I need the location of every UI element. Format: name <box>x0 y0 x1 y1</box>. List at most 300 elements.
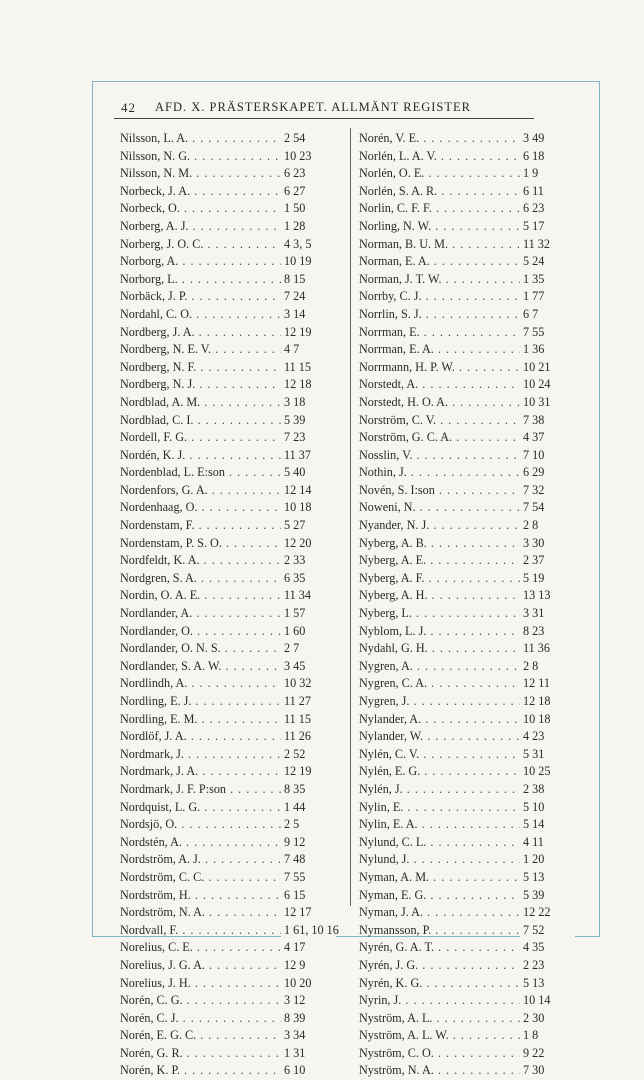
index-column-right <box>359 130 575 1080</box>
entry-reference: 7 55 <box>281 869 336 887</box>
index-entry <box>120 288 336 306</box>
index-entry <box>120 887 336 905</box>
entry-name: Nordström, N. A. . . . <box>120 904 284 922</box>
entry-name: Nordberg, N. E. V. . . . <box>120 341 284 359</box>
entry-reference: 5 39 <box>520 887 575 905</box>
entry-name: Nymansson, P. . . . <box>359 922 523 940</box>
entry-name: Nordenblad, L. E:son . . . <box>120 464 284 482</box>
entry-reference: 2 23 <box>520 957 575 975</box>
index-entry <box>120 517 336 535</box>
index-entry <box>120 200 336 218</box>
entry-name: Norén, C. G. . . . <box>120 992 284 1010</box>
entry-reference: 1 44 <box>281 799 336 817</box>
index-entry <box>120 165 336 183</box>
index-entry <box>359 200 575 218</box>
entry-name: Nilsson, N. M. . . . <box>120 165 284 183</box>
entry-name: Nordberg, J. A. . . . <box>120 324 284 342</box>
entry-name: Nygren, A. . . . <box>359 658 523 676</box>
entry-reference: 1 57 <box>281 605 336 623</box>
entry-name: Nordén, K. J. . . . <box>120 447 284 465</box>
entry-reference: 5 19 <box>520 570 575 588</box>
index-entry <box>359 1027 575 1045</box>
index-entry <box>359 975 575 993</box>
index-entry <box>120 834 336 852</box>
entry-reference: 5 27 <box>281 517 336 535</box>
entry-name: Nordström, H. . . . <box>120 887 284 905</box>
index-entry <box>359 447 575 465</box>
index-entry <box>359 148 575 166</box>
index-entry <box>120 799 336 817</box>
entry-name: Nyberg, A. F. . . . <box>359 570 523 588</box>
entry-reference: 12 14 <box>281 482 336 500</box>
index-entry <box>120 271 336 289</box>
entry-reference: 6 23 <box>281 165 336 183</box>
entry-name: Nyman, J. A. . . . <box>359 904 523 922</box>
entry-reference: 1 8 <box>520 1027 575 1045</box>
entry-name: Nordquist, L. G. . . . <box>120 799 284 817</box>
entry-reference: 5 31 <box>520 746 575 764</box>
entry-reference: 1 28 <box>281 218 336 236</box>
entry-reference: 5 14 <box>520 816 575 834</box>
entry-reference: 2 7 <box>281 640 336 658</box>
index-entry <box>120 464 336 482</box>
entry-reference: 8 23 <box>520 623 575 641</box>
running-title: AFD. X. PRÄSTERSKAPET. ALLMÄNT REGISTER <box>155 100 471 114</box>
entry-reference: 7 10 <box>520 447 575 465</box>
index-entry <box>120 1010 336 1028</box>
entry-reference: 1 31 <box>281 1045 336 1063</box>
entry-name: Nylin, E. A. . . . <box>359 816 523 834</box>
entry-name: Nordgren, S. A. . . . <box>120 570 284 588</box>
index-entry <box>359 517 575 535</box>
entry-reference: 12 22 <box>520 904 575 922</box>
entry-name: Nordfeldt, K. A. . . . <box>120 552 284 570</box>
entry-reference: 2 38 <box>520 781 575 799</box>
index-entry <box>359 640 575 658</box>
entry-reference: 10 25 <box>520 763 575 781</box>
column-divider <box>350 128 351 906</box>
index-entry <box>120 992 336 1010</box>
entry-name: Norrmann, H. P. W. . . . <box>359 359 523 377</box>
index-entry <box>359 746 575 764</box>
entry-name: Norborg, L. . . . <box>120 271 284 289</box>
index-entry <box>120 570 336 588</box>
index-entry <box>359 675 575 693</box>
entry-name: Norstedt, A. . . . <box>359 376 523 394</box>
index-entry <box>359 535 575 553</box>
entry-name: Nordlander, O. N. S. . . . <box>120 640 284 658</box>
entry-name: Norstedt, H. O. A. . . . <box>359 394 523 412</box>
entry-reference: 3 49 <box>520 130 575 148</box>
entry-name: Nordmark, J. F. P:son . . . <box>120 781 284 799</box>
index-entry <box>359 781 575 799</box>
entry-reference: 8 15 <box>281 271 336 289</box>
entry-reference: 4 35 <box>520 939 575 957</box>
entry-name: Norrman, E. . . . <box>359 324 523 342</box>
entry-name: Nilsson, N. G. . . . <box>120 148 284 166</box>
entry-name: Nosslin, V. . . . <box>359 447 523 465</box>
entry-reference: 7 24 <box>281 288 336 306</box>
index-entry <box>120 1062 336 1080</box>
index-entry <box>359 992 575 1010</box>
index-entry <box>359 799 575 817</box>
entry-reference: 10 21 <box>520 359 575 377</box>
entry-name: Nyström, N. A. . . . <box>359 1062 523 1080</box>
entry-name: Nordling, E. J. . . . <box>120 693 284 711</box>
entry-reference: 7 23 <box>281 429 336 447</box>
entry-name: Nyrén, G. A. T. . . . <box>359 939 523 957</box>
index-entry <box>120 746 336 764</box>
entry-reference: 10 20 <box>281 975 336 993</box>
entry-reference: 12 11 <box>520 675 575 693</box>
entry-reference: 1 20 <box>520 851 575 869</box>
index-entry <box>120 324 336 342</box>
entry-name: Nylund, C. L. . . . <box>359 834 523 852</box>
entry-name: Norbäck, J. P. . . . <box>120 288 284 306</box>
entry-name: Nygren, C. A. . . . <box>359 675 523 693</box>
entry-reference: 5 39 <box>281 412 336 430</box>
index-entry <box>359 816 575 834</box>
entry-reference: 3 45 <box>281 658 336 676</box>
entry-reference: 6 27 <box>281 183 336 201</box>
entry-name: Nordell, F. G. . . . <box>120 429 284 447</box>
index-entry <box>120 376 336 394</box>
entry-name: Nylén, C. V. . . . <box>359 746 523 764</box>
entry-reference: 8 35 <box>281 781 336 799</box>
entry-reference: 12 19 <box>281 763 336 781</box>
entry-reference: 5 17 <box>520 218 575 236</box>
index-entry <box>359 412 575 430</box>
entry-name: Nyrin, J. . . . <box>359 992 523 1010</box>
entry-reference: 1 50 <box>281 200 336 218</box>
entry-name: Nordberg, N. J. . . . <box>120 376 284 394</box>
index-entry <box>359 552 575 570</box>
index-entry <box>120 236 336 254</box>
entry-reference: 11 26 <box>281 728 336 746</box>
index-entry <box>359 376 575 394</box>
index-column-left <box>120 130 339 1080</box>
entry-name: Norman, J. T. W. . . . <box>359 271 523 289</box>
entry-reference: 12 20 <box>281 535 336 553</box>
entry-name: Nylin, E. . . . <box>359 799 523 817</box>
index-entry <box>359 570 575 588</box>
entry-reference: 13 13 <box>520 587 575 605</box>
index-entry <box>120 781 336 799</box>
entry-name: Nordenstam, F. . . . <box>120 517 284 535</box>
entry-name: Norelius, J. G. A. . . . <box>120 957 284 975</box>
index-entry <box>120 341 336 359</box>
index-entry <box>359 324 575 342</box>
entry-name: Nordling, E. M. . . . <box>120 711 284 729</box>
entry-name: Nyberg, A. B. . . . <box>359 535 523 553</box>
index-entry <box>359 1010 575 1028</box>
entry-reference: 10 24 <box>520 376 575 394</box>
entry-reference: 1 35 <box>520 271 575 289</box>
entry-reference: 12 18 <box>281 376 336 394</box>
entry-name: Norberg, J. O. C. . . . <box>120 236 284 254</box>
entry-reference: 7 52 <box>520 922 575 940</box>
index-entry <box>359 851 575 869</box>
index-entry <box>359 341 575 359</box>
index-entry <box>359 763 575 781</box>
entry-name: Nordström, C. C. . . . <box>120 869 284 887</box>
entry-reference: 7 38 <box>520 412 575 430</box>
entry-reference: 1 36 <box>520 341 575 359</box>
entry-name: Nylander, A. . . . <box>359 711 523 729</box>
index-entry <box>120 693 336 711</box>
entry-name: Nothin, J. . . . <box>359 464 523 482</box>
entry-reference: 3 18 <box>281 394 336 412</box>
index-entry <box>120 1027 336 1045</box>
entry-reference: 6 29 <box>520 464 575 482</box>
entry-reference: 6 11 <box>520 183 575 201</box>
entry-reference: 4 7 <box>281 341 336 359</box>
index-entry <box>120 253 336 271</box>
index-entry <box>120 623 336 641</box>
index-entry <box>120 675 336 693</box>
entry-reference: 11 15 <box>281 711 336 729</box>
entry-name: Norén, E. G. C. . . . <box>120 1027 284 1045</box>
page-header <box>121 98 533 120</box>
entry-reference: 5 40 <box>281 464 336 482</box>
entry-reference: 11 34 <box>281 587 336 605</box>
index-entry <box>120 728 336 746</box>
index-entry <box>120 359 336 377</box>
entry-name: Nyström, A. L. W. . . . <box>359 1027 523 1045</box>
index-entry <box>120 869 336 887</box>
entry-reference: 6 15 <box>281 887 336 905</box>
index-entry <box>120 904 336 922</box>
index-entry <box>120 499 336 517</box>
index-entry <box>359 658 575 676</box>
index-entry <box>359 183 575 201</box>
index-entry <box>359 288 575 306</box>
entry-name: Nordblad, A. M. . . . <box>120 394 284 412</box>
entry-name: Nordström, A. J. . . . <box>120 851 284 869</box>
entry-name: Nordahl, C. O. . . . <box>120 306 284 324</box>
entry-reference: 12 9 <box>281 957 336 975</box>
entry-reference: 11 36 <box>520 640 575 658</box>
entry-reference: 2 33 <box>281 552 336 570</box>
entry-name: Nordenhaag, O. . . . <box>120 499 284 517</box>
entry-name: Nordsjö, O. . . . <box>120 816 284 834</box>
index-entry <box>120 394 336 412</box>
index-entry <box>120 605 336 623</box>
index-entry <box>120 922 339 940</box>
entry-name: Nyman, E. G. . . . <box>359 887 523 905</box>
index-entry <box>359 130 575 148</box>
entry-reference: 10 14 <box>520 992 575 1010</box>
entry-name: Norén, C. J. . . . <box>120 1010 284 1028</box>
entry-reference: 7 48 <box>281 851 336 869</box>
entry-reference: 1 9 <box>520 165 575 183</box>
entry-reference: 12 17 <box>281 904 336 922</box>
index-entry <box>359 482 575 500</box>
entry-reference: 7 32 <box>520 482 575 500</box>
entry-name: Nyman, A. M. . . . <box>359 869 523 887</box>
entry-reference: 4 17 <box>281 939 336 957</box>
entry-reference: 3 12 <box>281 992 336 1010</box>
entry-reference: 2 54 <box>281 130 336 148</box>
entry-reference: 12 18 <box>520 693 575 711</box>
index-entry <box>359 1045 575 1063</box>
entry-name: Nyrén, K. G. . . . <box>359 975 523 993</box>
index-entry <box>359 464 575 482</box>
entry-reference: 1 61, 10 16 <box>281 922 336 940</box>
entry-name: Nydahl, G. H. . . . <box>359 640 523 658</box>
entry-reference: 4 37 <box>520 429 575 447</box>
entry-reference: 2 52 <box>281 746 336 764</box>
index-entry <box>359 605 575 623</box>
index-entry <box>120 1045 336 1063</box>
entry-name: Norlin, C. F. F. . . . <box>359 200 523 218</box>
entry-name: Norelius, J. H. . . . <box>120 975 284 993</box>
index-entry <box>359 1062 575 1080</box>
entry-name: Nordlander, A. . . . <box>120 605 284 623</box>
entry-name: Norrlin, S. J. . . . <box>359 306 523 324</box>
entry-name: Norström, C. V. . . . <box>359 412 523 430</box>
entry-reference: 6 35 <box>281 570 336 588</box>
entry-name: Nordmark, J. A. . . . <box>120 763 284 781</box>
entry-name: Novén, S. I:son . . . <box>359 482 523 500</box>
index-entry <box>120 218 336 236</box>
index-entry <box>359 922 575 940</box>
entry-name: Nylén, E. G. . . . <box>359 763 523 781</box>
entry-reference: 10 19 <box>281 253 336 271</box>
index-entry <box>359 887 575 905</box>
entry-reference: 5 13 <box>520 975 575 993</box>
entry-reference: 4 11 <box>520 834 575 852</box>
index-entry <box>120 658 336 676</box>
index-entry <box>120 482 336 500</box>
entry-name: Nordlöf, J. A. . . . <box>120 728 284 746</box>
entry-reference: 1 77 <box>520 288 575 306</box>
entry-name: Nyblom, L. J. . . . <box>359 623 523 641</box>
index-entry <box>120 447 336 465</box>
entry-name: Norbeck, O. . . . <box>120 200 284 218</box>
entry-reference: 3 34 <box>281 1027 336 1045</box>
entry-name: Norborg, A. . . . <box>120 253 284 271</box>
entry-name: Norman, B. U. M. . . . <box>359 236 523 254</box>
entry-name: Norén, V. E. . . . <box>359 130 523 148</box>
entry-name: Norén, K. P. . . . <box>120 1062 284 1080</box>
entry-reference: 2 5 <box>281 816 336 834</box>
entry-name: Nordenfors, G. A. . . . <box>120 482 284 500</box>
index-entry <box>359 165 575 183</box>
entry-name: Norrby, C. J. . . . <box>359 288 523 306</box>
index-entry <box>359 623 575 641</box>
entry-reference: 4 23 <box>520 728 575 746</box>
entry-reference: 10 31 <box>520 394 575 412</box>
entry-reference: 7 30 <box>520 1062 575 1080</box>
entry-reference: 10 18 <box>281 499 336 517</box>
entry-reference: 11 27 <box>281 693 336 711</box>
entry-name: Norström, G. C. A. . . . <box>359 429 523 447</box>
index-entry <box>359 834 575 852</box>
entry-name: Nordlindh, A. . . . <box>120 675 284 693</box>
page-number: 42 <box>121 100 136 115</box>
entry-reference: 11 15 <box>281 359 336 377</box>
entry-name: Nyström, C. O. . . . <box>359 1045 523 1063</box>
index-entry <box>120 711 336 729</box>
entry-reference: 3 30 <box>520 535 575 553</box>
entry-reference: 9 12 <box>281 834 336 852</box>
entry-reference: 3 31 <box>520 605 575 623</box>
entry-name: Nordlander, S. A. W. . . . <box>120 658 284 676</box>
entry-reference: 5 13 <box>520 869 575 887</box>
entry-reference: 2 37 <box>520 552 575 570</box>
entry-name: Nylander, W. . . . <box>359 728 523 746</box>
index-entry <box>359 693 575 711</box>
index-entry <box>120 957 336 975</box>
index-entry <box>359 271 575 289</box>
entry-reference: 12 19 <box>281 324 336 342</box>
entry-name: Norling, N. W. . . . <box>359 218 523 236</box>
entry-reference: 5 24 <box>520 253 575 271</box>
entry-name: Norman, E. A. . . . <box>359 253 523 271</box>
entry-name: Nyberg, A. H. . . . <box>359 587 523 605</box>
index-entry <box>120 975 336 993</box>
entry-name: Nordlander, O. . . . <box>120 623 284 641</box>
entry-reference: 11 32 <box>520 236 575 254</box>
index-entry <box>359 236 575 254</box>
index-entry <box>120 640 336 658</box>
entry-name: Nordenstam, P. S. O. . . . <box>120 535 284 553</box>
index-entry <box>120 429 336 447</box>
entry-reference: 2 30 <box>520 1010 575 1028</box>
header-rule <box>114 118 534 119</box>
index-entry <box>120 148 336 166</box>
index-entry <box>359 499 575 517</box>
entry-name: Norbeck, J. A. . . . <box>120 183 284 201</box>
index-entry <box>359 429 575 447</box>
index-entry <box>359 306 575 324</box>
entry-name: Nordin, O. A. E. . . . <box>120 587 284 605</box>
index-entry <box>359 359 575 377</box>
entry-reference: 2 8 <box>520 658 575 676</box>
index-entry <box>120 763 336 781</box>
index-entry <box>120 130 336 148</box>
entry-name: Nyrén, J. G. . . . <box>359 957 523 975</box>
index-entry <box>359 869 575 887</box>
entry-reference: 5 10 <box>520 799 575 817</box>
entry-reference: 11 37 <box>281 447 336 465</box>
entry-reference: 10 23 <box>281 148 336 166</box>
entry-reference: 9 22 <box>520 1045 575 1063</box>
entry-name: Nygren, J. . . . <box>359 693 523 711</box>
index-entry <box>120 939 336 957</box>
index-entry <box>120 535 336 553</box>
index-entry <box>120 552 336 570</box>
index-entry <box>359 728 575 746</box>
index-entry <box>120 412 336 430</box>
entry-reference: 2 8 <box>520 517 575 535</box>
entry-reference: 10 18 <box>520 711 575 729</box>
entry-name: Nyberg, A. E. . . . <box>359 552 523 570</box>
index-entry <box>359 957 575 975</box>
entry-reference: 1 60 <box>281 623 336 641</box>
entry-name: Norberg, A. J. . . . <box>120 218 284 236</box>
entry-reference: 10 32 <box>281 675 336 693</box>
entry-reference: 6 7 <box>520 306 575 324</box>
entry-reference: 8 39 <box>281 1010 336 1028</box>
index-entry <box>359 939 575 957</box>
entry-name: Norlén, S. A. R. . . . <box>359 183 523 201</box>
entry-reference: 7 54 <box>520 499 575 517</box>
entry-name: Nordvall, F. . . . <box>120 922 284 940</box>
entry-reference: 6 10 <box>281 1062 336 1080</box>
entry-name: Norlén, L. A. V. . . . <box>359 148 523 166</box>
